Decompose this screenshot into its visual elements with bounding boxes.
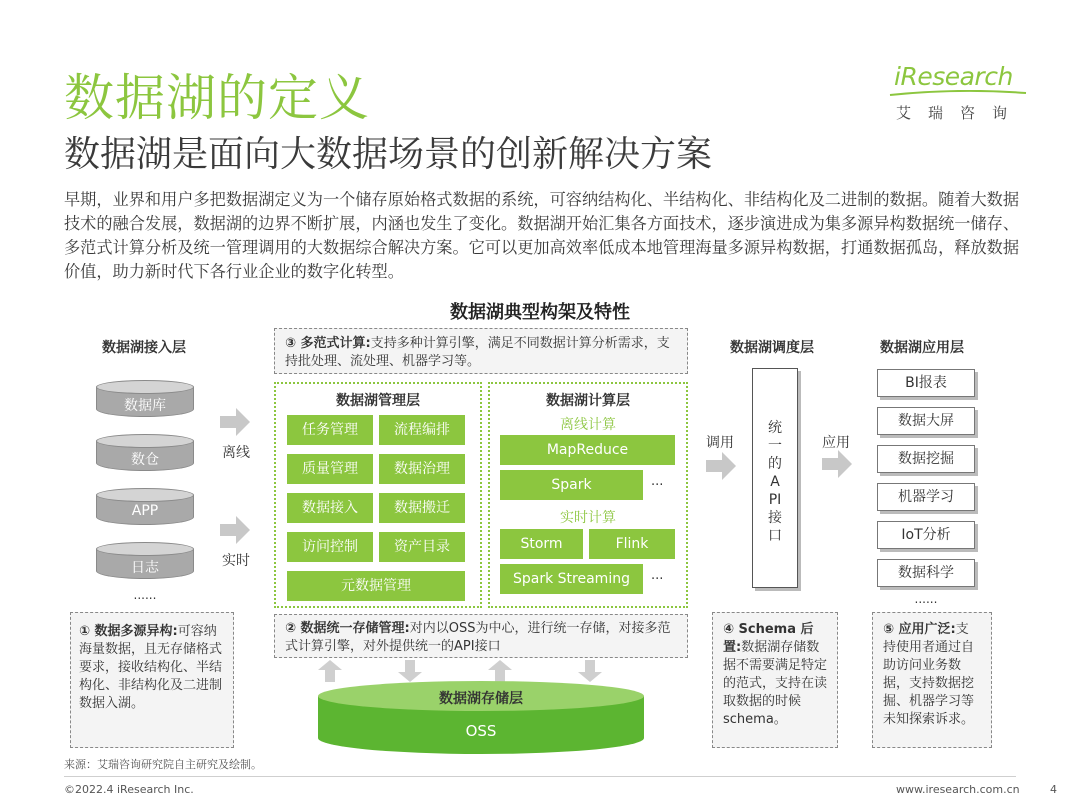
feature-title: ② 数据统一存储管理: (285, 621, 410, 636)
feature-text: 可容纳海量数据，且无存储格式要求，接收结构化、半结构化、非结构化及二进制数据入湖。 (79, 624, 223, 711)
schedule-layer-heading: 数据湖调度层 (730, 340, 814, 356)
mgmt-item: 数据接入 (287, 493, 373, 523)
source-database-cylinder (96, 380, 194, 418)
footer-divider (64, 776, 1016, 777)
arrow-right-icon (220, 516, 252, 544)
page-title: 数据湖的定义 (64, 69, 370, 127)
feature-title: ⑤ 应用广泛: (883, 622, 956, 637)
compute-more: ... (651, 568, 664, 583)
intro-paragraph: 早期，业界和用户多把数据湖定义为一个储存原始格式数据的系统，可容纳结构化、半结构化、非结构化及二进制的数据。随着大数据技术的融合发展，数据湖的边界不断扩展，内涵也发生了变化。数据湖开始汇集各方面技术，逐步演进成为集多源异构数据统一储存、多范式计算分析及统一管理调用的大数据综合解决方案。它可以更加高效率低成本地管理海量多源异构数据，打通数据孤岛，释放数据价值，助力新时代下各行业企业的数字化转型。 (64, 190, 1020, 281)
source-log-cylinder (96, 542, 194, 580)
logo-swoosh-icon (888, 90, 1028, 98)
feature-applications-box (872, 612, 992, 748)
mgmt-item: 流程编排 (379, 415, 465, 445)
compute-item: Spark (500, 470, 643, 500)
source-warehouse-cylinder (96, 434, 194, 472)
realtime-compute-label: 实时计算 (560, 510, 616, 526)
logo-text: iResearch (894, 62, 1013, 91)
access-layer-heading: 数据湖接入层 (102, 340, 186, 356)
application-layer-heading: 数据湖应用层 (880, 340, 964, 356)
copyright: ©2022.4 iResearch Inc. (64, 783, 194, 796)
source-ellipsis: ...... (133, 588, 157, 602)
arrow-down-icon (398, 660, 422, 682)
app-item: 数据大屏 (877, 407, 975, 435)
arrow-right-icon (220, 408, 252, 436)
source-label: 数据库 (124, 398, 166, 414)
invoke-label: 调用 (706, 435, 734, 451)
arrow-down-icon (578, 660, 602, 682)
diagram-title: 数据湖典型构架及特性 (450, 302, 630, 323)
feature-multisource-box (70, 612, 234, 748)
feature-title: ④ Schema 后置: (723, 622, 814, 655)
app-item: 机器学习 (877, 483, 975, 511)
offline-label: 离线 (222, 445, 250, 461)
feature-schema-box (712, 612, 838, 748)
app-item: 数据科学 (877, 559, 975, 587)
storage-oss-label: OSS (465, 722, 497, 740)
source-note: 来源：艾瑞咨询研究院自主研究及绘制。 (64, 758, 262, 771)
source-label: 日志 (131, 560, 159, 576)
page-number: 4 (1050, 783, 1057, 796)
unified-api-box (752, 368, 798, 588)
mgmt-item: 任务管理 (287, 415, 373, 445)
page-subtitle: 数据湖是面向大数据场景的创新解决方案 (64, 134, 713, 175)
source-app-cylinder (96, 488, 194, 526)
management-layer-heading: 数据湖管理层 (336, 393, 420, 409)
compute-item: Flink (589, 529, 675, 559)
feature-text: 支持多种计算引擎，满足不同数据计算分析需求，支持批处理、流处理、机器学习等。 (285, 336, 670, 369)
storage-layer-heading: 数据湖存储层 (439, 691, 523, 707)
compute-item: Storm (500, 529, 583, 559)
app-item: BI报表 (877, 369, 975, 397)
offline-compute-label: 离线计算 (560, 417, 616, 433)
iresearch-logo (888, 62, 1028, 124)
logo-cn-text: 艾瑞咨询 (896, 104, 1025, 122)
app-item: 数据挖掘 (877, 445, 975, 473)
app-item: IoT分析 (877, 521, 975, 549)
feature-title: ③ 多范式计算: (285, 336, 371, 351)
api-text: 统一的API接口 (768, 420, 782, 544)
source-label: 数仓 (131, 452, 159, 468)
feature-multiparadigm-box (274, 328, 688, 374)
feature-unified-storage-box (274, 614, 688, 658)
mgmt-item: 访问控制 (287, 532, 373, 562)
feature-text: 支持使用者通过自助访问业务数据，支持数据挖掘、机器学习等未知探索诉求。 (883, 622, 975, 727)
mgmt-item: 资产目录 (379, 532, 465, 562)
website: www.iresearch.com.cn (896, 783, 1020, 796)
arrow-right-icon (706, 452, 738, 480)
arrow-right-icon (822, 450, 854, 478)
compute-layer-heading: 数据湖计算层 (546, 393, 630, 409)
apply-label: 应用 (822, 435, 850, 451)
compute-item: Spark Streaming (500, 564, 643, 594)
feature-text: 对内以OSS为中心，进行统一存储，对接多范式计算引擎，对外提供统一的API接口 (285, 621, 671, 654)
mgmt-item: 数据搬迁 (379, 493, 465, 523)
mgmt-item: 数据治理 (379, 454, 465, 484)
mgmt-item-wide: 元数据管理 (287, 571, 465, 601)
feature-text: 数据湖存储数据不需要满足特定的范式，支持在读取数据的时候schema。 (723, 640, 828, 727)
arrow-up-icon (488, 660, 512, 682)
arrow-up-icon (318, 660, 342, 682)
realtime-label: 实时 (222, 553, 250, 569)
source-label: APP (131, 503, 159, 519)
mgmt-item: 质量管理 (287, 454, 373, 484)
storage-arrows (318, 660, 688, 682)
feature-title: ① 数据多源异构: (79, 624, 178, 639)
compute-more: ... (651, 474, 664, 489)
compute-item: MapReduce (500, 435, 675, 465)
app-ellipsis: ...... (914, 592, 938, 606)
